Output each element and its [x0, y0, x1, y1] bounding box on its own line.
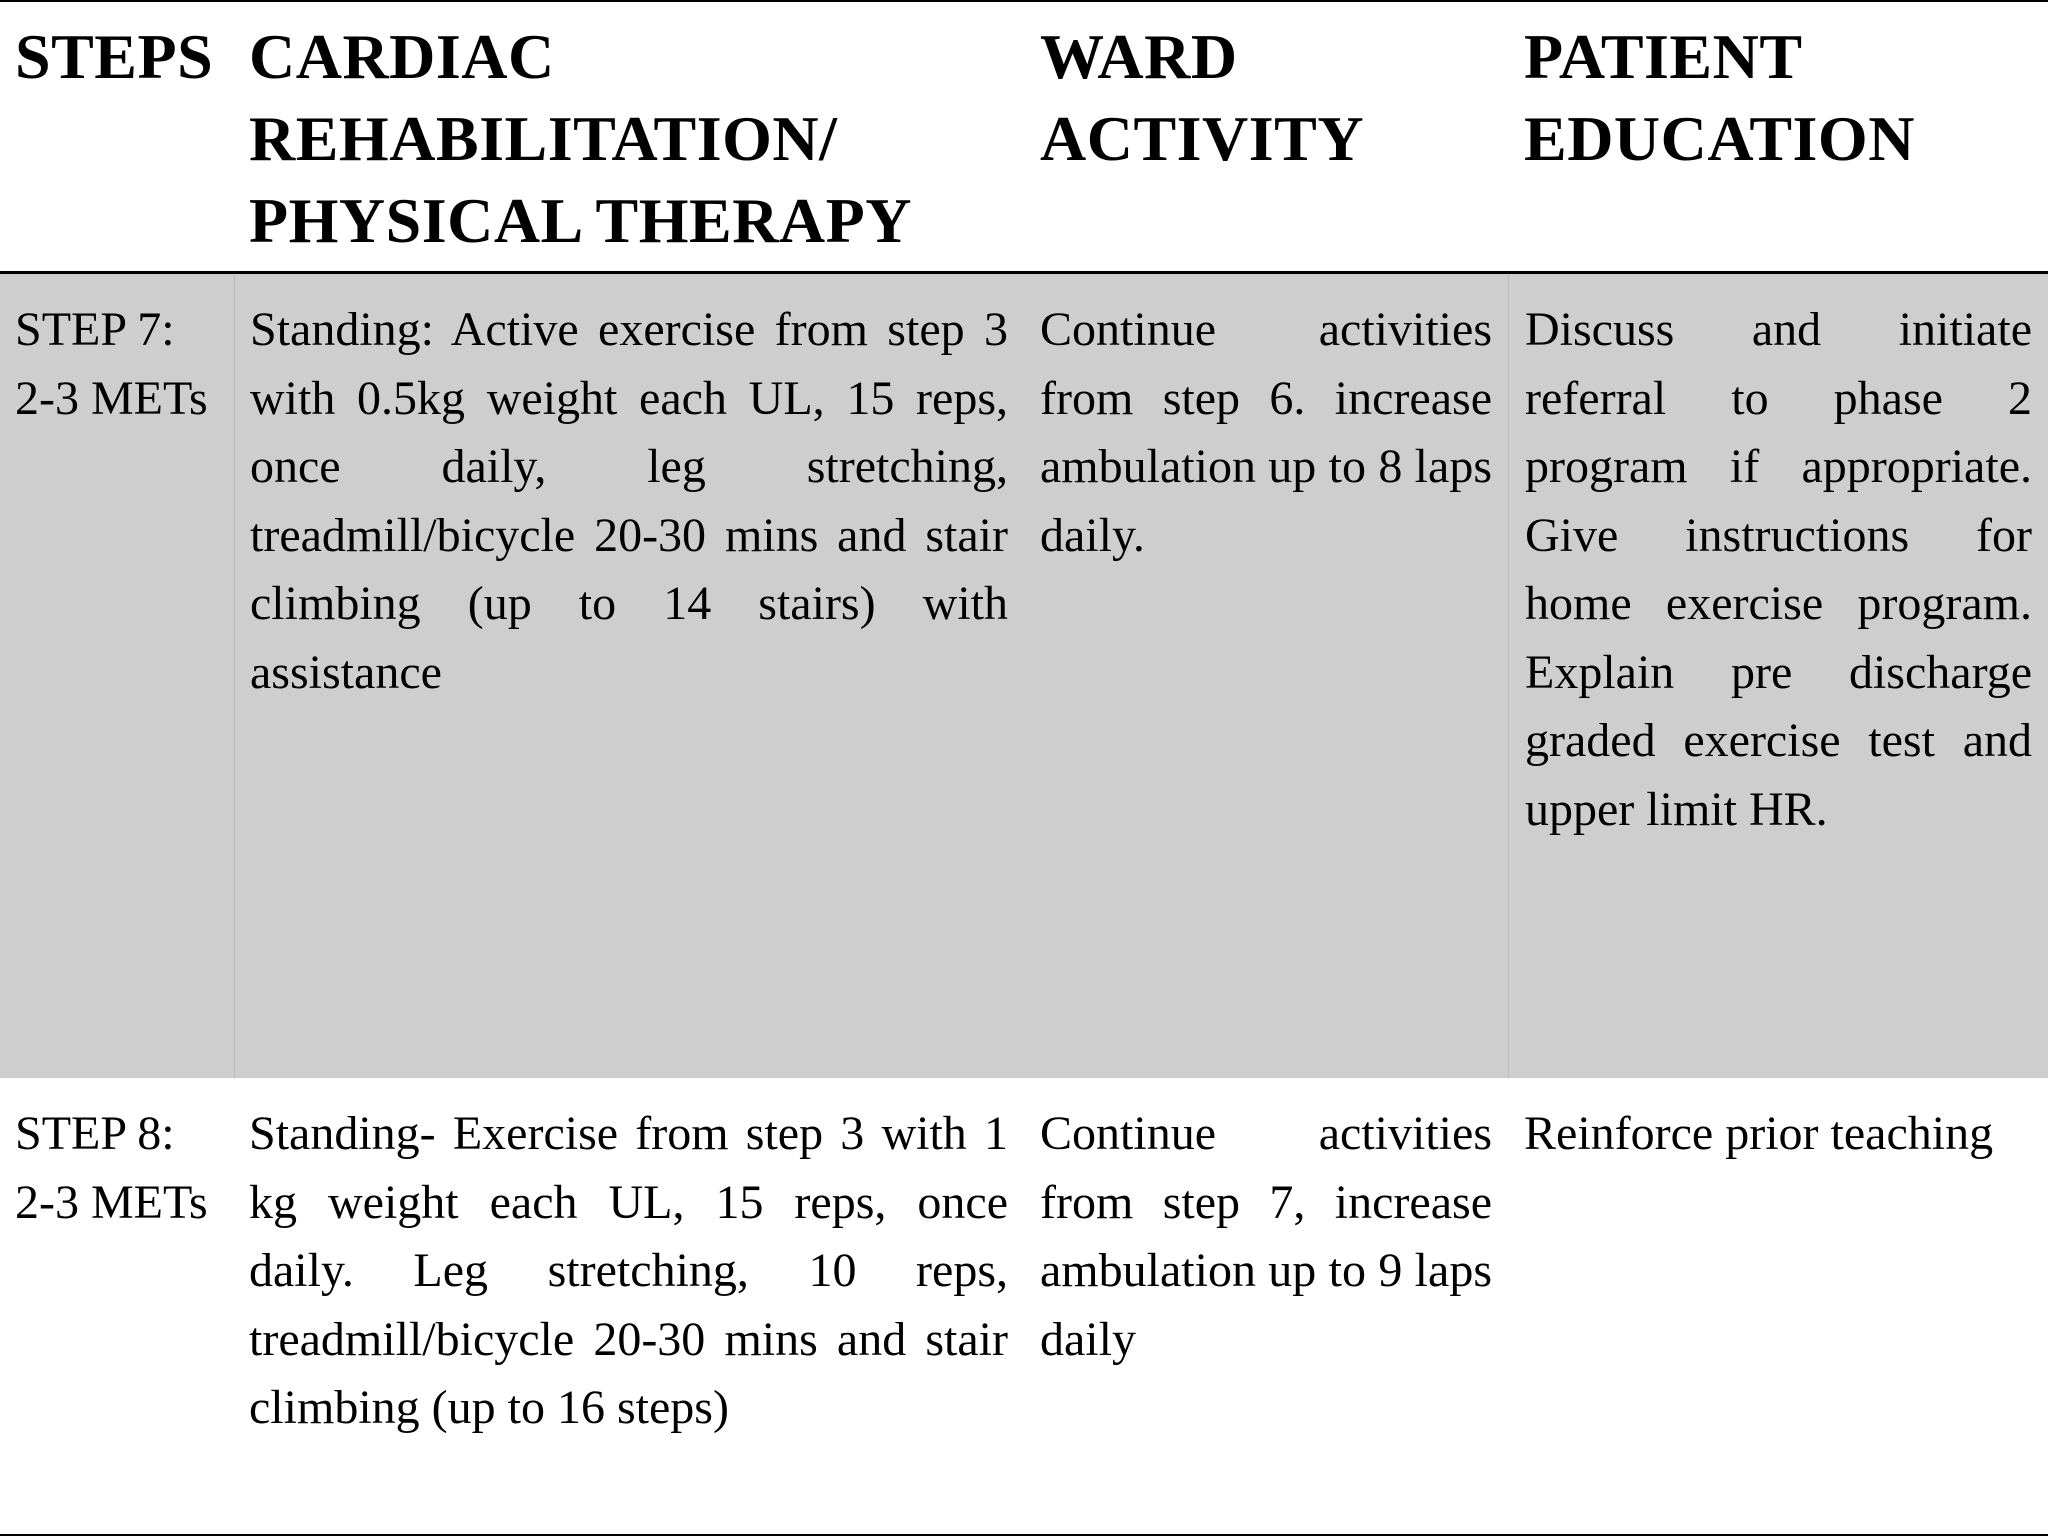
table-header-row — [0, 0, 2048, 274]
cardiac-text: Standing- Exercise from step 3 with 1 kg weight each UL, 15 reps, once daily. Leg stretching, 10 reps, treadmill/bicycle 20-30 mins and stair climbing (up to 16 steps) — [249, 1107, 1008, 1434]
ward-text: Continue activities from step 6. increase ambulation up to 8 laps daily. — [1040, 303, 1492, 562]
header-steps-cell — [0, 2, 234, 271]
education-cell — [1508, 1078, 2048, 1534]
header-patient-education: PATIENT EDUCATION — [1524, 21, 1915, 174]
education-text: Reinforce prior teaching — [1524, 1107, 1994, 1160]
education-text: Discuss and initiate referral to phase 2 program if appropriate. Give instructions for home exercise program. Explain pre discharge graded exercise test and upper limit HR. — [1525, 303, 2032, 836]
header-ward-activity: WARD ACTIVITY — [1040, 21, 1365, 174]
step-cell — [0, 274, 234, 1078]
ward-text: Continue activities from step 7, increase ambulation up to 9 laps daily — [1040, 1107, 1492, 1366]
header-steps: STEPS — [15, 21, 214, 92]
step-cell — [0, 1078, 234, 1534]
table-row — [0, 274, 2048, 1078]
cardiac-cell — [234, 1078, 1024, 1534]
table-row — [0, 1078, 2048, 1536]
cardiac-cell — [234, 274, 1024, 1078]
ward-cell — [1024, 274, 1508, 1078]
header-cardiac-cell — [234, 2, 1024, 271]
header-education-cell — [1508, 2, 2048, 271]
step-label: STEP 8: 2-3 METs — [15, 1107, 208, 1229]
cardiac-text: Standing: Active exercise from step 3 with 0.5kg weight each UL, 15 reps, once daily, leg stretching, treadmill/bicycle 20-30 mins and stair climbing (up to 14 stairs) with assistance — [250, 303, 1008, 699]
header-cardiac-rehab: CARDIAC REHABILITATION/ PHYSICAL THERAPY — [249, 21, 912, 256]
education-cell — [1508, 274, 2048, 1078]
ward-cell — [1024, 1078, 1508, 1534]
header-ward-cell — [1024, 2, 1508, 271]
step-label: STEP 7: 2-3 METs — [15, 303, 208, 425]
